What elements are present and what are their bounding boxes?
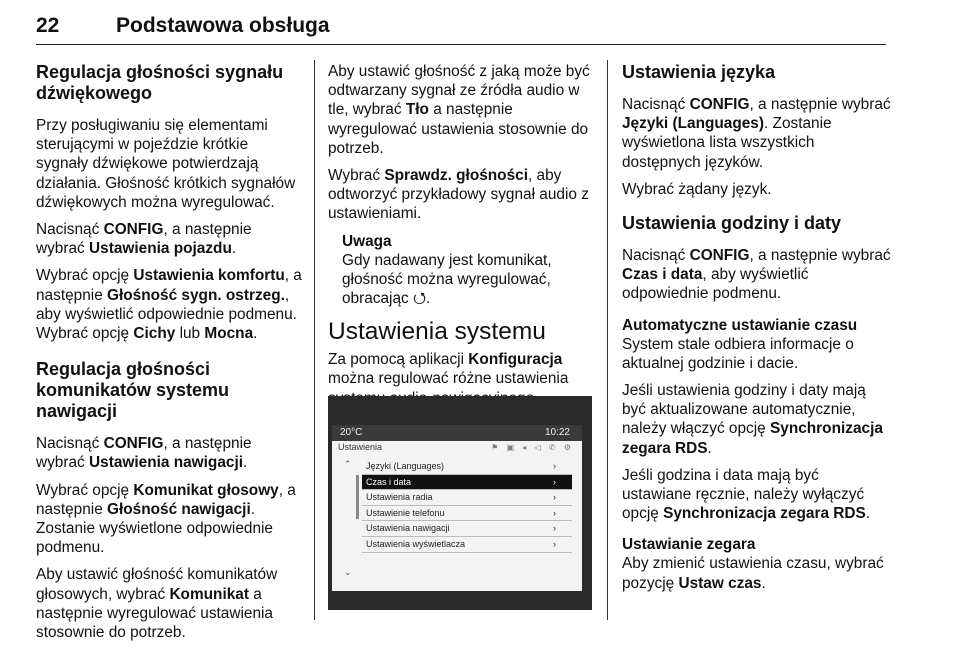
paragraph: Przy posługiwaniu się elementami sterującymi w pojeździe krótkie sygnały dźwiękowe potwierdzają działania. Głośność krótkich sygnałów dźwiękowych można wyregulować. (36, 117, 296, 211)
scrollbar (356, 475, 359, 519)
paragraph: Za pomocą aplikacji Konfiguracja można regulować różne ustawienia (328, 351, 569, 388)
paragraph: System stale odbiera informacje o aktualnej godzinie i dacie. (622, 335, 854, 372)
menu-item-label: Ustawienia nawigacji (366, 523, 450, 534)
column-divider (314, 60, 315, 620)
paragraph: Nacisnąć CONFIG, a następnie wybrać Czas i data, aby wyświetlić odpowiednie podmenu. (622, 247, 891, 303)
status-bar (332, 425, 582, 441)
page-header (36, 14, 886, 45)
paragraph: Wybrać żądany język. (622, 180, 772, 198)
menu-list (362, 459, 572, 553)
note-title: Uwaga (342, 232, 392, 250)
paragraph: Jeśli ustawienia godziny i daty mają być aktualizowane automatycznie, należy włączyć opcję Synchronizacja zegara RDS. (622, 382, 883, 457)
menu-item[interactable] (362, 475, 572, 491)
note-box (342, 232, 596, 309)
menu-item-label: Ustawienie telefonu (366, 507, 445, 518)
menu-heading: Ustawienia (338, 442, 383, 452)
menu-item[interactable] (362, 490, 572, 506)
menu-item-label: Języki (Languages) (366, 461, 445, 471)
column-divider (607, 60, 608, 620)
chapter-heading: Ustawienia systemu (328, 318, 546, 346)
page-title: Podstawowa obsługa (116, 14, 330, 37)
chevron-right-icon: › (553, 523, 556, 534)
scroll-down-icon: ⌄ (344, 567, 352, 577)
subsection-heading: Automatyczne ustawianie czasu (622, 316, 858, 334)
paragraph: Wybrać opcję Ustawienia komfortu, a następnie Głośność sygn. ostrzeg., aby wyświetlić odpowiednie podmenu. Wybrać opcję Cichy lub Mocna. (36, 267, 302, 343)
chevron-right-icon: › (553, 492, 556, 503)
chevron-right-icon: › (553, 538, 556, 549)
menu-item[interactable] (362, 459, 572, 475)
paragraph: Wybrać opcję Komunikat głosowy, a następnie Głośność nawigacji. Zostanie wyświetlone odpowiednie podmenu. (36, 481, 296, 557)
chevron-right-icon: › (553, 507, 556, 518)
section-heading: Regulacja głośności komunikatów systemu nawigacji (36, 359, 230, 422)
section-heading: Regulacja głośności sygnału dźwiękowego (36, 62, 284, 103)
column-2 (328, 62, 596, 416)
paragraph: Nacisnąć CONFIG, a następnie wybrać Ustawienia pojazdu. (36, 221, 252, 258)
chevron-right-icon: › (553, 461, 556, 471)
paragraph: Wybrać Sprawdz. głośności, aby odtworzyć przykładowy sygnał audio z ustawieniami. (328, 167, 589, 223)
scroll-up-icon: ⌃ (344, 459, 352, 469)
paragraph: Aby ustawić głośność komunikatów głosowych, wybrać Komunikat a następnie wyregulować ustawienia stosownie do potrzeb. (36, 566, 278, 642)
paragraph: Nacisnąć CONFIG, a następnie wybrać Ustawienia nawigacji. (36, 435, 252, 472)
menu-item[interactable] (362, 521, 572, 537)
clock-readout: 10:22 (544, 427, 570, 438)
paragraph: Aby zmienić ustawienia czasu, wybrać pozycję Ustaw czas. (622, 555, 884, 592)
menu-item-label: Czas i data (366, 476, 412, 487)
temperature-readout: 20°C (340, 427, 363, 438)
column-1 (36, 62, 304, 650)
column-3 (622, 62, 892, 601)
chevron-right-icon: › (553, 476, 556, 487)
settings-menu (332, 441, 582, 591)
subsection-heading: Ustawianie zegara (622, 536, 756, 554)
section-heading: Ustawienia języka (622, 62, 776, 82)
paragraph: Nacisnąć CONFIG, a następnie wybrać Języki (Languages). Zostanie wyświetlona lista wszystkich dostępnych języków. (622, 96, 891, 171)
paragraph: Jeśli godzina i data mają być ustawiane ręcznie, należy wyłączyć opcję Synchronizacja zegara RDS. (622, 466, 871, 523)
section-heading: Ustawienia godziny i daty (622, 213, 842, 234)
paragraph: Aby ustawić głośność z jaką może być odtwarzany sygnał ze źródła audio w tle, wybrać Tło a następnie wyregulować ustawienia stosownie do potrzeb. (328, 63, 590, 157)
note-text: Gdy nadawany jest komunikat, głośność można wyregulować, obracając ⭯. (342, 251, 552, 308)
menu-item-label: Ustawienia wyświetlacza (366, 538, 466, 549)
menu-item[interactable] (362, 537, 572, 553)
settings-screen-illustration (328, 396, 592, 610)
menu-item-label: Ustawienia radia (366, 492, 433, 503)
menu-item[interactable] (362, 506, 572, 522)
status-icons: ⚑ ▣ ◂ ◁ ✆ ⚙ (491, 443, 574, 452)
page-number: 22 (36, 14, 60, 37)
